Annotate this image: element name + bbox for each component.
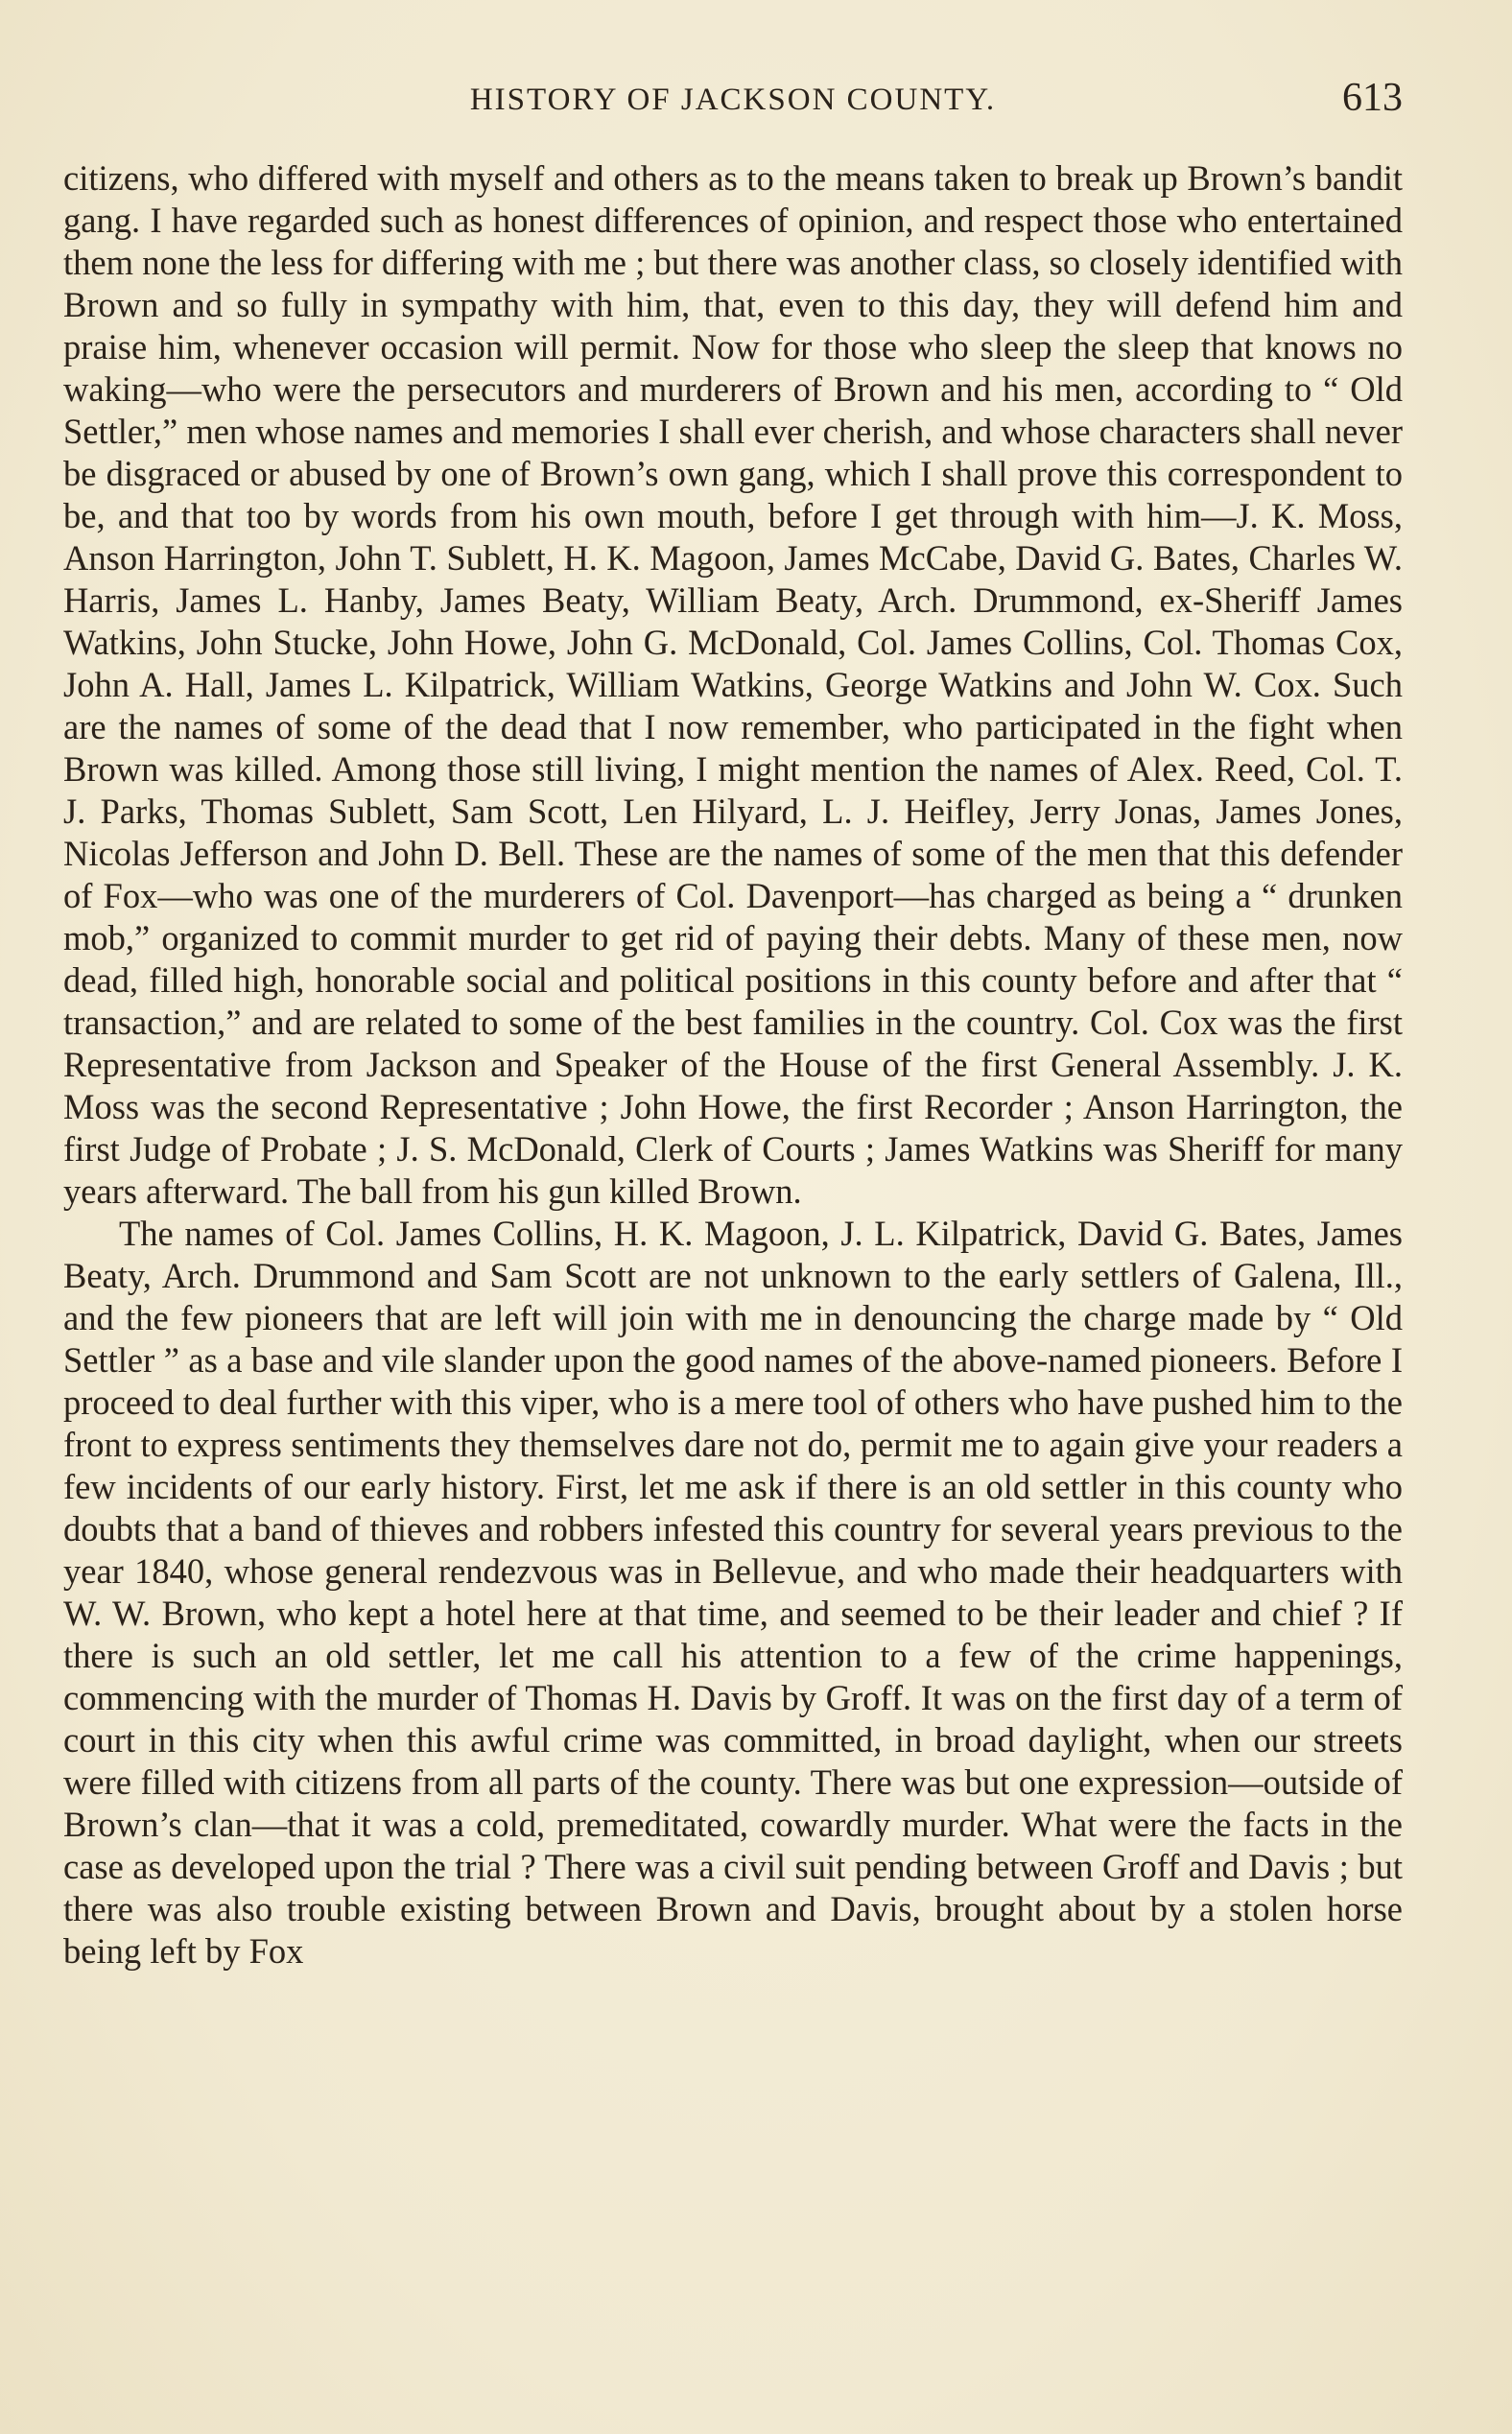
- paragraph: The names of Col. James Collins, H. K. Magoon, J. L. Kilpatrick, David G. Bates, James Beaty, Arch. Drummond and Sam Scott are not unknown to the early settlers of Galena, Ill., and the few pioneers that are left will join with me in denouncing the charge made by “ Old Settler ” as a base and vile slander upon the good names of the above-named pioneers. Before I proceed to deal further with this viper, who is a mere tool of others who have pushed him to the front to express sentiments they themselves dare not do, permit me to again give your readers a few incidents of our early history. First, let me ask if there is an old settler in this county who doubts that a band of thieves and robbers infested this country for several years previous to the year 1840, whose general rendezvous was in Bellevue, and who made their headquarters with W. W. Brown, who kept a hotel here at that time, and seemed to be their leader and chief ? If there is such an old settler, let me call his attention to a few of the crime happenings, commencing with the murder of Thomas H. Davis by Groff. It was on the first day of a term of court in this city when this awful crime was committed, in broad daylight, when our streets were filled with citizens from all parts of the county. There was but one expression—outside of Brown’s clan—that it was a cold, premeditated, cowardly murder. What were the facts in the case as developed upon the trial ? There was a civil suit pending between Groff and Davis ; but there was also trouble existing between Brown and Davis, brought about by a stolen horse being left by Fox: [63, 1214, 1403, 1971]
- running-head: [63, 75, 1403, 132]
- page-number: 613: [1342, 76, 1403, 120]
- body-text: [63, 157, 1403, 1973]
- paragraph-continued: citizens, who differed with myself and others as to the means taken to break up Brown’s bandit gang. I have regarded such as honest differences of opinion, and respect those who entertained them none the less for differing with me ; but there was another class, so closely identified with Brown and so fully in sympathy with him, that, even to this day, they will defend him and praise him, whenever occasion will permit. Now for those who sleep the sleep that knows no waking—who were the persecutors and murderers of Brown and his men, according to “ Old Settler,” men whose names and memories I shall ever cherish, and whose characters shall never be disgraced or abused by one of Brown’s own gang, which I shall prove this correspondent to be, and that too by words from his own mouth, before I get through with him—J. K. Moss, Anson Harrington, John T. Sublett, H. K. Magoon, James McCabe, David G. Bates, Charles W. Harris, James L. Hanby, James Beaty, William Beaty, Arch. Drummond, ex-Sheriff James Watkins, John Stucke, John Howe, John G. McDonald, Col. James Collins, Col. Thomas Cox, John A. Hall, James L. Kilpatrick, William Watkins, George Watkins and John W. Cox. Such are the names of some of the dead that I now remember, who participated in the fight when Brown was killed. Among those still living, I might mention the names of Alex. Reed, Col. T. J. Parks, Thomas Sublett, Sam Scott, Len Hilyard, L. J. Heifley, Jerry Jonas, James Jones, Nicolas Jefferson and John D. Bell. These are the names of some of the men that this defender of Fox—who was one of the murderers of Col. Davenport—has charged as being a “ drunken mob,” organized to commit murder to get rid of paying their debts. Many of these men, now dead, filled high, honorable social and political positions in this county before and after that “ transaction,” and are related to some of the best families in the country. Col. Cox was the first Representative from Jackson and Speaker of the House of the first General Assembly. J. K. Moss was the second Representative ; John Howe, the first Recorder ; Anson Harrington, the first Judge of Probate ; J. S. McDonald, Clerk of Courts ; James Watkins was Sheriff for many years afterward. The ball from his gun killed Brown.: [63, 158, 1403, 1211]
- running-title: HISTORY OF JACKSON COUNTY.: [469, 83, 997, 117]
